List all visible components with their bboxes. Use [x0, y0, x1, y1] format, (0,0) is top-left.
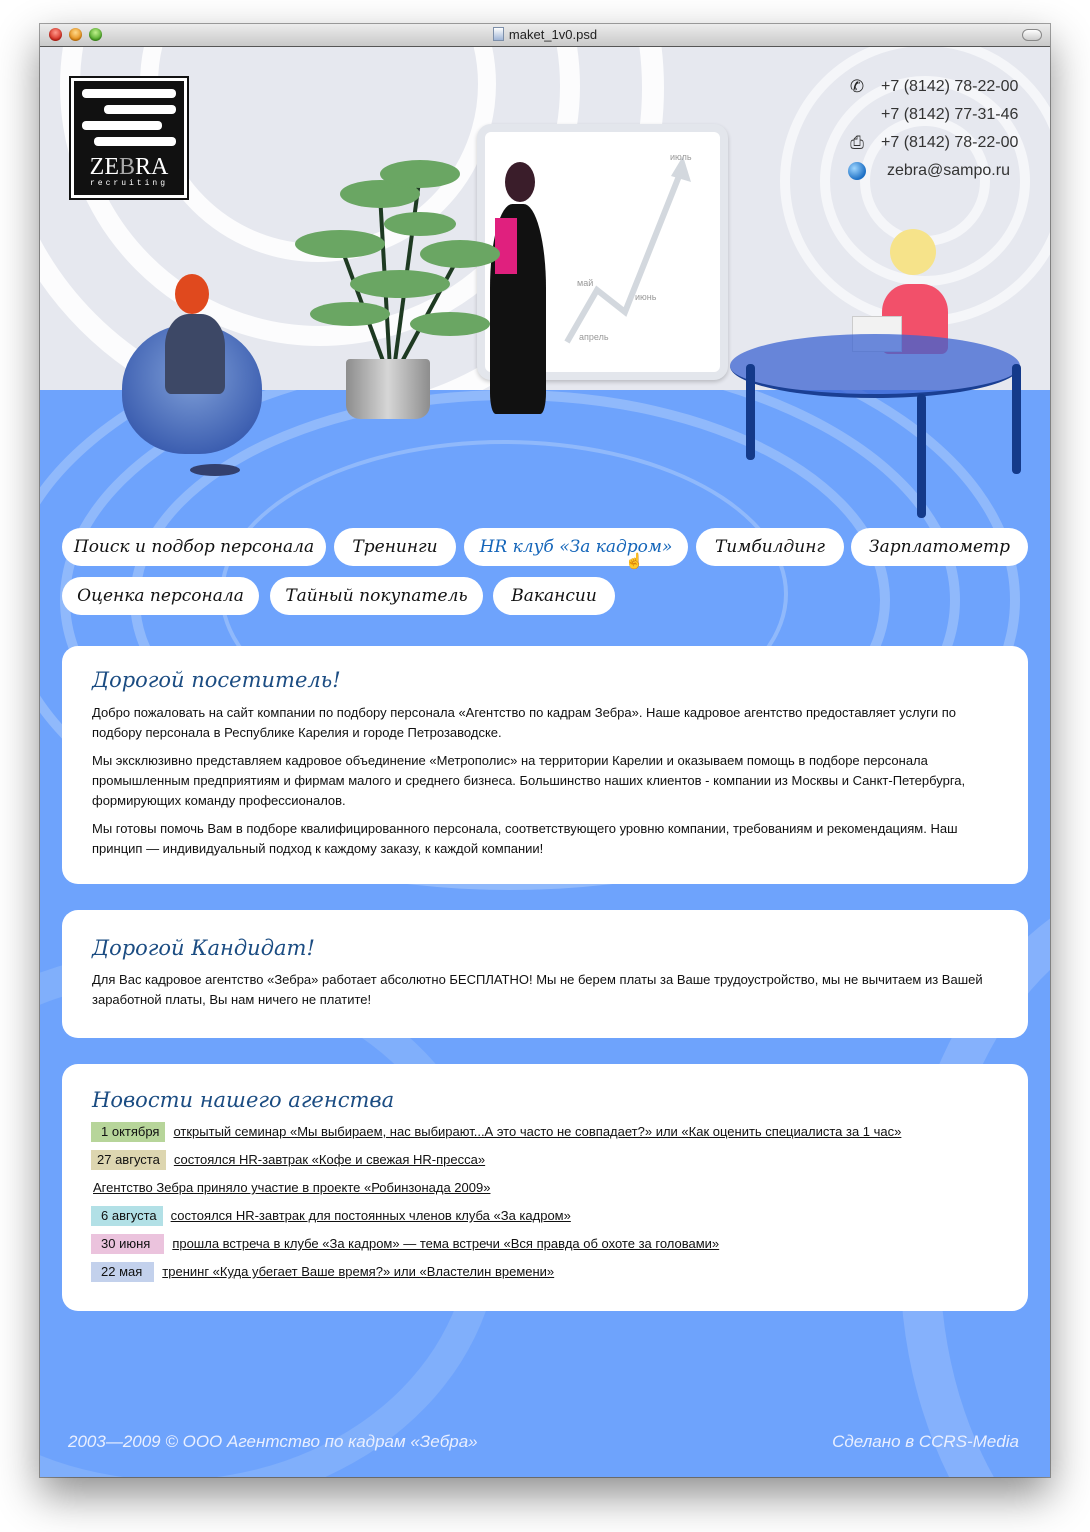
news-date-badge: 30 июня: [91, 1234, 164, 1254]
presenter-head: [505, 162, 535, 202]
news-card: [62, 1064, 1028, 1311]
fax-number: +7 (8142) 78-22-00: [881, 134, 1019, 151]
chart-label: апрель: [579, 332, 609, 342]
news-link[interactable]: открытый семинар «Мы выбираем, нас выбирают...А это часто не совпадает?» или «Как оценить специалиста за 1 час»: [173, 1124, 902, 1139]
chair-base: [190, 464, 240, 476]
candidate-card: [62, 910, 1028, 1038]
fax-icon: ⎙: [850, 133, 864, 152]
email-link[interactable]: zebra@sampo.ru: [887, 162, 1010, 179]
logo-wordmark: ZEBRA: [89, 154, 169, 180]
news-date-badge: 1 октября: [91, 1122, 165, 1142]
window-title-text: maket_1v0.psd: [508, 27, 598, 42]
news-heading: Новости нашего агенства: [92, 1088, 395, 1112]
app-window: [40, 24, 1050, 1477]
nav-staff-evaluation[interactable]: Оценка персонала: [62, 577, 259, 615]
news-link[interactable]: Агентство Зебра приняло участие в проекте «Робинзонада 2009»: [93, 1180, 491, 1195]
phone-number: +7 (8142) 78-22-00: [881, 78, 1019, 95]
logo-stripe: [82, 89, 176, 98]
news-item: [91, 1150, 998, 1178]
contact-fax: [846, 132, 1046, 160]
nav-vacancies[interactable]: Вакансии: [493, 577, 615, 615]
toolbar-toggle-button[interactable]: [1022, 29, 1042, 41]
news-item: [91, 1122, 998, 1150]
plant-icon: [280, 134, 500, 374]
footer-credit-link[interactable]: Сделано в CCRS-Media: [832, 1432, 1019, 1451]
zebra-logo[interactable]: [71, 78, 187, 198]
news-date-badge: 6 августа: [91, 1206, 163, 1226]
candidate-heading: Дорогой Кандидат!: [92, 936, 315, 960]
news-item: [91, 1206, 998, 1234]
paragraph: Мы готовы помочь Вам в подборе квалифицированного персонала, соответствующего уровню компании, требованиям и рекомендациям. Наш принцип — индивидуальный подход к каждому заказу, к каждой компании!: [92, 821, 958, 856]
visitor-heading: Дорогой посетитель!: [92, 668, 341, 692]
desk-leg: [746, 364, 755, 460]
phone-icon: ✆: [849, 77, 865, 96]
contact-phone-1: [846, 76, 1046, 104]
logo-subtitle: recruiting: [89, 179, 168, 188]
news-link[interactable]: прошла встреча в клубе «За кадром» — тема встречи «Вся правда об охоте за головами»: [172, 1236, 720, 1251]
news-link[interactable]: тренинг «Куда убегает Ваше время?» или «Властелин времени»: [162, 1264, 555, 1279]
news-link[interactable]: состоялся HR-завтрак «Кофе и свежая HR-пресса»: [173, 1152, 486, 1167]
contact-phone-2: [846, 104, 1046, 132]
blonde-head: [890, 229, 936, 275]
candidate-text: [92, 970, 998, 1018]
glass-desk: [730, 334, 1020, 398]
news-date-badge: 27 августа: [91, 1150, 166, 1170]
hand-cursor-icon: ☝: [625, 553, 644, 570]
woman-phone-body: [165, 314, 225, 394]
news-date-badge: 22 мая: [91, 1262, 154, 1282]
plant-pot: [346, 359, 430, 419]
paragraph: Добро пожаловать на сайт компании по подбору персонала «Агентство по кадрам Зебра». Наше кадровое агентство предоставляет услуги по подбору персонала в Республике Карелия и городе Петрозаводске.: [92, 705, 956, 740]
nav-salary-meter[interactable]: Зарплатометр: [851, 528, 1028, 566]
nav-teambuilding[interactable]: Тимбилдинг: [696, 528, 844, 566]
globe-icon: [848, 162, 866, 180]
woman-phone-head: [175, 274, 209, 314]
logo-stripe: [104, 105, 176, 114]
chart-label: июль: [670, 152, 692, 162]
nav-hr-club[interactable]: HR клуб «За кадром»: [464, 528, 688, 566]
footer-copyright: 2003—2009 © ООО Агентство по кадрам «Зебра»: [68, 1432, 478, 1451]
logo-stripe: [82, 121, 162, 130]
document-icon: [493, 27, 504, 41]
nav-search-staff[interactable]: Поиск и подбор персонала: [62, 528, 326, 566]
news-item: [91, 1178, 998, 1206]
title-bar: [40, 24, 1050, 47]
chart-label: июнь: [635, 292, 657, 302]
nav-trainings[interactable]: Тренинги: [334, 528, 456, 566]
nav-mystery-shopper[interactable]: Тайный покупатель: [270, 577, 483, 615]
news-item: [91, 1262, 998, 1290]
paragraph: Для Вас кадровое агентство «Зебра» работает абсолютно БЕСПЛАТНО! Мы не берем платы за Ваше трудоустройство, мы не вычитаем из Вашей заработной платы, Вы нам ничего не платите!: [92, 972, 983, 1007]
news-list: [91, 1122, 998, 1290]
news-link[interactable]: состоялся HR-завтрак для постоянных членов клуба «За кадром»: [170, 1208, 571, 1223]
paragraph: Мы эксклюзивно представляем кадровое объединение «Метрополис» на территории Карелии и оказываем помощь в подборе персонала промышленным предприятиям и фирмам малого и среднего бизнеса. Большинство наших клиентов - компании из Москвы и Санкт-Петербурга, формирующих команду профессионалов.: [92, 753, 966, 808]
visitor-card: [62, 646, 1028, 884]
phone-number: +7 (8142) 77-31-46: [881, 106, 1019, 123]
visitor-text: [92, 703, 998, 867]
desk-leg: [917, 394, 926, 518]
desk-leg: [1012, 364, 1021, 474]
window-title: [40, 27, 1050, 42]
contact-block: [846, 76, 1046, 188]
news-item: [91, 1234, 998, 1262]
contact-email: [846, 160, 1046, 188]
chart-label: май: [577, 278, 594, 288]
logo-stripe: [94, 137, 176, 146]
